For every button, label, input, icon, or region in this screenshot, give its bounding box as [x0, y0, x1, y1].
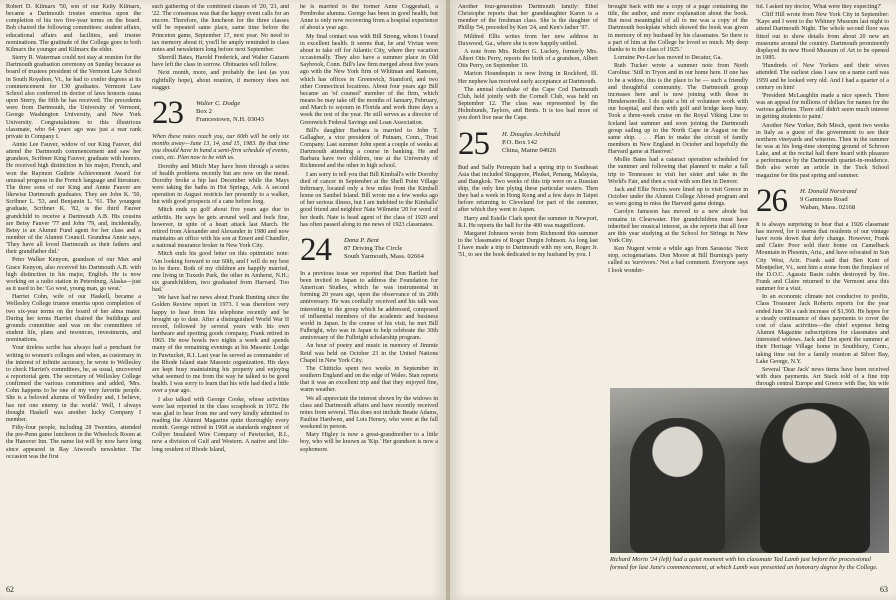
paragraph: Mitch ends his good letter on this optimistic note: 'Am looking forward to our 60th, and I will do my best to be there. Both of my children are happily married, one living in Tuxedo Park, the other in Amherst, N.H.; six grandchildren, two graduated from Harvard. Too bad.' [152, 251, 289, 294]
class-number: 25 [458, 125, 489, 162]
photo-caption: Richard Morin '24 (left) had a quiet moment with his classmate Tad Lamb just before the processional formed for last June's commencement, at which Lamb was presented an honorary degree by the College. [610, 556, 878, 571]
paragraph: Bill's daughter Barbara is married to John T. Gallagher, a vice president of Putnam, Conn., Trust Company. Last summer John spent a couple of weeks at Dartmouth attending a course in banking. He and Barbara have two children, one at the University of Richmond and the other in high school. [300, 127, 438, 170]
paragraph: Mitch ends up golf about five years ago due to arthritis. He says he gets around well and feels fine, however, in spite of a heart attack last March. He retired from Alexander and Alexander in 1980 and now maintains an office with his son at Emert and Chandler, a national insurance broker in New York City. [152, 207, 289, 250]
paragraph: The annual clambake of the Cape Cod Dartmouth Club, held jointly with the Cornell Club, was held on September 12. The class was represented by the Holmbunds, Taylors, and Bents. It is too bad more of you don't live near the Cape. [458, 86, 598, 122]
class-secretary-address [800, 186, 857, 213]
paragraph: My final contact was with Bill Strong, whom I found in excellent health. It seems that, he and Vivian were about to take off for Atlantic City, where they vacation occasionally. They also have a summer place in Old Saybrook, Conn. Bill's law firm merged about five years ago with the New York firm of Whitman and Ransom, which has offices in Greenwich, Stamford, and two other Connecticut locations. About four years ago Bill became an 'of counsel' member of the firm, which means he may take off the months of January, February, and March to sojourn in Florida and work three days a week the rest of the year. He still serves as a director of Greenwich Federal Savings and Loan Association. [300, 33, 438, 126]
address-line: South Yarmouth, Mass. 02664 [344, 253, 424, 261]
paragraph: The Chitticks spent two weeks in September in southern England and on the edge of Wales. Stan reports that it was an excellent trip and that they enjoyed fine, warm weather. [300, 365, 438, 394]
paragraph: I am sorry to tell you that Bill Kimball's wife Dorothy died of cancer in September at the Shell Point Village Infirmary, located only a few miles from the Kimball home on Sanibel Island. Bill wrote me a few weeks ago of her serious illness, but I am indebted to the Kimballs' good friend and neighbor Nate Wilmette '20 for word of her death. Nate is head agent of the class of 1920 and has often passed along to me news of 1923 classmates. [300, 171, 438, 228]
left-column-1 [6, 4, 141, 462]
secretary-name: Dana P. Bent [344, 236, 379, 244]
paragraph: Margaret Johnson wrote from Richmond this summer to the 'classmates of Roger Durgin Johnson. As long last I have made a trip to Dartmouth with my son, Roger Jr. '51, to see the book dedicated to my husband by you. I [458, 230, 598, 259]
paragraph: Ken Nugent wrote a while ago from Sarasota: 'Next stop, octogenarians. Don Moore at Bill Burning's party called us 'survivors.' Not a bad comment. Everyone says I look wonder- [608, 246, 748, 274]
paragraph: A note from Mrs. Robert G. Luckey, formerly Mrs. Albert Otis Perry, reports the birth of a grandson, Albert Otis Perry, on September 10. [458, 48, 598, 70]
secretary-name: H. Douglas Archibald [502, 130, 561, 138]
paragraph: I also talked with George Cooke, whose activities were last reported in the class scrapbook in 1972. He was glad to hear from me and very kindly admitted to reading the Alumni Magazine quite thoroughly every month. George retired in 1968 as standards engineer of Collyer Insulated Wire Company of Pawtucket, R.I., now a division of Gulf and Western. A native and life-long resident of Rhode Island, [152, 396, 289, 453]
class-header-23 [152, 94, 289, 131]
paragraph: Jack and Ellie Norris were lined up to visit Greece in October under the Alumni College Abroad program and so were going to miss the Harvard game doings. [608, 186, 748, 208]
class-secretary-address [344, 235, 424, 262]
address-line: China, Maine 04926 [502, 146, 557, 154]
paragraph: When these notes reach you, our 60th will be only six months away—June 13, 14, and 15, 1983. By that time you should have in hand a semi-firm schedule of events, costs, etc. Plan now to be with us. [152, 133, 289, 162]
paragraph: We have had no news about Frank Bunting since the Golden Review report in 1973. I was therefore very happy to hear from his telephone recently and be brought up to date. After a distinguished World War II record, followed by several years with his own hardware and sporting goods company, Frank retired in 1965. He now bowls two nights a week and spends many of the remaining evenings at his Masonic Lodge in Pawtucket, R.I. Last year he served as commander of the Rhode Island state Masonic organization. His days are kept busy maintaining his property and enjoying what seemed to me from the way he talked to be good health. I was sorry to learn that his wife had died a little over a year ago. [152, 295, 289, 395]
page-number: 63 [880, 585, 888, 594]
class-header-25 [458, 125, 598, 162]
left-column-2 [152, 4, 289, 455]
photograph [610, 388, 889, 553]
paragraph: Robert D. Kilmarx '50, son of our Kelly Kilmarx, became a Dartmouth trustee emeritus upon the completion of his two five-year terms on the board. Bob chaired the following committees: student affairs, educational affairs and facilities, and trustee nominations. The gratitude of the College goes to both Kilmarx the younger and Kilmarx the elder. [6, 4, 141, 53]
address-line: 9 Gammons Road [800, 195, 848, 203]
paragraph: Another New Yorker, Bob Misch, spent two weeks in Italy as a guest of the government to see their northern vineyards and wineries. Then in the summer he was at his long-time stomping ground of Schroon Lake, and at the recital hall there heard with pleasure a performance by the Dartmouth quartet-in-residence. Bob also wrote an article in the Tuck School magazine for this past spring and summer. [756, 122, 889, 179]
paragraph: brought back with me a copy of a page containing the title, the author, and more explanation about the book. But most meaningful of all to me was a copy of the Dartmouth bookplate which showed the book was given in memory of my husband by his classmates. So there is a part of him at the College he loved so much. My deep thanks to to the class of 1925.' [608, 4, 748, 53]
paragraph: Annie Lee Fauver, widow of our King Fauver, did attend the Dartmouth commencement and saw her grandson, Scribner King Fauver, graduate with honors. He received high distinction in his major, French, and won the Raymon Guthrie Achievement Award for unusual progress in the French language and literature. The three sons of our King and Annie Fauver are likewise Dartmouth graduates. They are John K. '50, Scribner L. '53, and Benjamin L. '61. The youngest graduate, Scribner K. '82, is the third Fauver grandchild to receive a Dartmouth A.B. His cousins are Betsy Fauver '77 and John '79, and, incidentally, Betsy is an Alumni Fund agent for her class and a member of the Alumni Council. Grandma Annie says, 'They have all loved Dartmouth as their fathers and their grandfather did.' [6, 141, 141, 256]
paragraph: It is always surprising to hear that a 1926 classmate has moved, for it seems that residents of our vintage have roots down that defy change. However, Frank and Claire Poor sold their home on Camelback Mountain in Phoenix, Ariz., and have relocated in Sun City West, Ariz. Frank said that Ben Kent of Montpelier, Vt., sent him a stone from the fireplace of the D.O.C. Agassiz Basin cabin destroyed by fire. Frank and Claire returned to the Vermont area this summer for a visit. [756, 221, 889, 293]
paragraph: In a previous issue we reported that Don Bartlett had been invited to Japan to address the Foundation for American Studies, which he was instrumental in forming 20 years ago, upon the observance of its 20th anniversary. He was cordially received and his talk was interesting to the group which he addressed, composed of influential members of the academic and business world in Japan. In the course of his visit, he met Bill Fulbright, who was in Japan to help celebrate the 30th anniversary of the Fulbright scholarship program. [300, 270, 438, 342]
paragraph: Sherrill Bates, Harold Frederick, and Walter Gazaret have left the class in sorrow. Obituaries will follow. [152, 55, 289, 69]
address-line: Box 2 [196, 108, 212, 116]
class-number: 23 [152, 94, 183, 131]
class-number: 24 [300, 231, 331, 268]
address-line: 87 Driving The Circle [344, 245, 403, 253]
paragraph: 'Hundreds of New Yorkers and their wives attended. The earliest class I saw on a name card was 1959 and he looked very old. And I had a quarter of a century on him! [756, 63, 889, 91]
paragraph: Cliff Hill wrote from New York City in September: 'Kaye and I went to the Whitney Museum last night to attend Dartmouth Night. The whole second floor was fitted out to show details from about 20 new art museums around the country. Dartmouth prominently displayed its new Hood Museum of Art to be opened in 1985. [756, 12, 889, 62]
paragraph: such gathering of the combined classes of '20, '21, and '22. The consensus was that the happy event calls for an encore. Therefore, the luncheon for the three classes will be repeated same place, same time before the Princeton game, September 17, next year. No need to tax memory about it; you'll be amply reminded in class notes and newsletters long before next September. [152, 4, 289, 53]
person-right [760, 403, 870, 553]
paragraph: Dorothy and Mitch May have been through a series of health problems recently but are now on the mend. Dorothy broke a hip last December while the Mays were taking the baths in Hot Springs, Ark. A second operation in August restricts her presently to a walker, but with good prospects of a cane before long. [152, 163, 289, 206]
right-column-2 [608, 4, 748, 276]
left-column-3 [300, 4, 438, 455]
paragraph: Mildred Ellis writes from her new address in Duxwood, Ga., where she is now happily settled. [458, 33, 598, 47]
paragraph: Ruth Tucker wrote a summer note from North Carolina: 'Still in Tryon and in our home here. If one has to be a widow, this is the place to be — such a friendly and thoughtful community. The Dartmouth group increases here and is now joining with those in Hendersonville. I do quite a bit of volunteer work with our hospital, and then with golf and bridge keep busy. Took a three-week cruise on the Royal Viking Line to Iceland last summer and soon joining the Dartmouth group sailing up to the North Cape in August on the same ship. . . . Plan to make the circuit of family members in New England in October and hopefully the Harvard game at Hanover.' [608, 63, 748, 156]
class-number: 26 [756, 182, 787, 219]
paragraph: We all appreciate the interest shown by the widows in class and Dartmouth affairs and have recently received notes from several. This does not include Beatie Adams, Pauline Hardwen, and Lois Hersey, who were at the fall weekend in person. [300, 395, 438, 431]
class-header-26 [756, 182, 889, 219]
address-line: P.O. Box 142 [502, 138, 538, 146]
paragraph: ful. I asked my doctor, 'What were they expecting?' [756, 4, 882, 10]
page-number: 62 [6, 585, 14, 594]
paragraph: An hour of poetry and music in memory of Jimmie Reid was held on October 23 in the United Nations Chapel in New York City. [300, 343, 438, 364]
paragraph: Another four-generation Dartmouth family: Ethel Christophe reports that her granddaughter Karen is a member of the freshman class. She is the daughter of Phillip '54, preceded by Ken '24, and Ken's father '97. [458, 4, 598, 32]
paragraph: Harriet Cohn, wife of our Haskell, became a Wellesley College trustee emerita upon completion of two six-year terms on the board of her alma mater. During her terms Harriet chaired the buildings and grounds committee and was on the committees of student life, plans and resources, investments, and nominations. [6, 294, 141, 344]
left-page [0, 0, 446, 600]
right-page [450, 0, 896, 600]
paragraph: Fifty-four people, including 28 Twenties, attended the pre-Penn game luncheon in the Wheelock Room at the Hanover Inn. The name list will by now have long since appeared in Ray Atwood's newsletter. The occasion was the first [6, 425, 141, 460]
paragraph: Lorraine Per-Lee has moved to Decatur, Ga. [614, 55, 722, 62]
paragraph: Bud and Sally Petrequin had a spring trip to Southeast Asia that included Singapore, Phuket, Penang, Malaysia, and Bangkok. Two weeks of this trip were on a Russian ship, the only line plying these particular waters. Then they had a week in Hong Kong and a few days in Taipei before returning to Cleveland for part of the summer, after which they went to Aspen. [458, 164, 598, 214]
paragraph: Next month, more, and probably the last (as you rightfully hope), about reunion, if memory does not stagger. [152, 70, 289, 91]
class-secretary-address [196, 98, 264, 125]
secretary-name: H. Donald Norstrand [800, 187, 857, 195]
paragraph: Peter Walker Kenyon, grandson of our Max and Grace Kenyon, also received his Dartmouth A.B. with high distinction in his major, English. He is now working on a radio station in Petersburg, Alaska—just as it used to be: 'Go west, young man, go west.' [6, 257, 141, 293]
address-line: Waban, Mass. 02168 [800, 204, 856, 212]
secretary-name: Walter C. Dodge [196, 99, 241, 107]
paragraph: Harry and Estelle Clark spent the summer in Newport, R.I. He reports the ball for the 400 was magnificent. [458, 215, 598, 229]
paragraph: Your tireless scribe has always had a penchant for writing to women's colleges and when, as customary in the interest of infinite accuracy, he wrote to Wellesley to check Harriet's committees, he, as usual, uncovered a reportorial gem. The secretary of Wellesley College confirmed the various committees and added, 'Mrs. Cohn happens to be one of my very favorite people. She is a beloved alumna of Wellesley and, I believe, has not one enemy in the world.' Well, I always thought Haskell was another lucky Company I member. [6, 345, 141, 423]
paragraph: 'President McLaughlin made a nice speech. There was an appeal for millions of dollars for names for the various galleries. There still didn't seem much interest in getting students to paint.' [756, 92, 889, 121]
paragraph: Mary Higley is now a great-grandmother to a little boy, who will be known as 'Kip.' Her grandson is now a sophomore. [300, 432, 438, 453]
paragraph: he is married to the former Anne Coggeshall, a Pembroke alumna. George has been in good health, but Anne is only now recovering from a hospital experience of about a year ago. [300, 4, 438, 32]
class-header-24 [300, 231, 438, 268]
paragraph: Marion Houndequin is now living in Rockford, Ill. Her nephew has received early acceptance at Dartmouth. [458, 71, 598, 85]
person-left [630, 418, 725, 553]
class-secretary-address [502, 129, 560, 156]
right-column-1 [458, 4, 598, 261]
paragraph: Sterry R. Waterman could not stay at reunion for the Dartmouth graduation ceremony on Sunday because as board of trustees president of the Vermont Law School in South Royalton, Vt., he had to confer degrees at its commencement for 130 graduates. Vermont Law School also conferred its doctor of laws honoris causa upon Sterry, the fifth he has received. The precedents were from Dartmouth, the University of Vermont, George Washington University, and New York University. Congratulations to this illustrious classmate, who 64 years ago was just a rear rank private in Company I. [6, 55, 141, 140]
address-line: Francestown, N.H. 03043 [196, 116, 264, 124]
paragraph: In an economic climate not conducive to profits, Class Treasurer Jack Roberts reports for the year ended June 30 a cash increase of $1,560. He hopes for a steady continuance of dues payments to cover the cost of class activities—the chief expense being Alumni Magazine subscriptions for classmates and interested widows. Jack and Dot spent the summer at their Heritage Village home in Southbury, Conn., taking time out for a family reunion at Silver Bay, Lake George, N.Y. [756, 294, 889, 365]
paragraph: Mollie Bates had a cataract operation scheduled for the summer and following that planned to make a fall trip to Tennessee to visit her sister and take in the World's Fair, and then a visit with son Ben in Denver. [608, 157, 748, 185]
paragraph: Carolyn Jameson has moved to a new abode but remains in Clearwater. Her grandchildren must have inherited her musical interest, as she reports that all four are this year studying at the School for Strings in New York City. [608, 209, 748, 244]
paragraph: Several 'Dear Jack' news items have been received with dues payments. Art Stack told of a fine trip through central Europe and Greece with Ilse, his wife [756, 366, 889, 388]
